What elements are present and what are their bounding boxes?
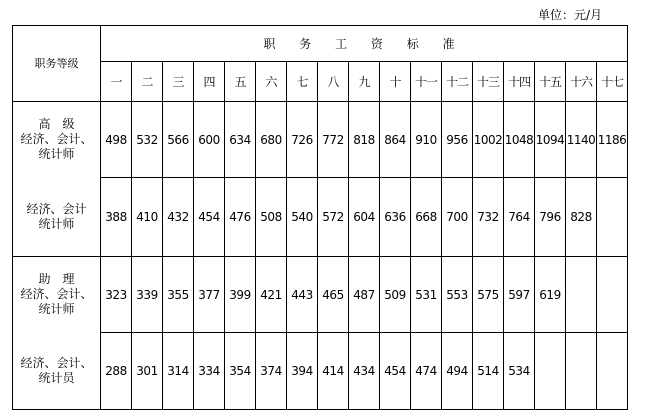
salary-cell: 910 [411,102,442,178]
salary-cell: 377 [194,257,225,333]
salary-cell: 314 [163,333,194,410]
salary-cell [597,257,628,333]
salary-cell: 388 [101,178,132,257]
salary-standard-table [12,25,628,410]
salary-cell: 509 [380,257,411,333]
salary-cell: 597 [504,257,535,333]
salary-cell: 354 [225,333,256,410]
salary-cell: 818 [349,102,380,178]
grade-label-line: 助 理 [38,272,75,287]
step-header-cell: 十二 [442,62,473,102]
step-header-cell: 一 [101,62,132,102]
salary-cell: 531 [411,257,442,333]
salary-cell: 566 [163,102,194,178]
salary-cell: 508 [256,178,287,257]
grade-column-header: 职务等级 [13,26,101,102]
salary-standard-header: 职 务 工 资 标 准 [101,26,628,62]
salary-cell: 421 [256,257,287,333]
salary-cell: 434 [349,333,380,410]
salary-cell: 339 [132,257,163,333]
salary-cell: 410 [132,178,163,257]
grade-label-line: 高 级 [38,117,75,132]
step-header-cell: 七 [287,62,318,102]
table-row [13,257,628,333]
salary-cell: 634 [225,102,256,178]
salary-cell [597,178,628,257]
salary-cell [535,333,566,410]
grade-label-line: 经济、会计 [26,201,87,216]
step-header-row [13,62,628,102]
salary-cell: 487 [349,257,380,333]
salary-cell: 1094 [535,102,566,178]
salary-cell: 796 [535,178,566,257]
salary-cell: 636 [380,178,411,257]
table-row [13,178,628,257]
table-row [13,333,628,410]
salary-cell: 1002 [473,102,504,178]
salary-cell: 443 [287,257,318,333]
salary-cell: 288 [101,333,132,410]
salary-cell: 700 [442,178,473,257]
grade-label [13,102,101,178]
salary-cell: 355 [163,257,194,333]
step-header-cell: 五 [225,62,256,102]
salary-cell: 604 [349,178,380,257]
salary-cell: 764 [504,178,535,257]
step-header-cell: 十三 [473,62,504,102]
step-header-cell: 八 [318,62,349,102]
salary-cell: 572 [318,178,349,257]
grade-label [13,178,101,257]
salary-cell: 540 [287,178,318,257]
salary-cell: 374 [256,333,287,410]
step-header-cell: 二 [132,62,163,102]
step-header-cell: 四 [194,62,225,102]
grade-label [13,257,101,333]
salary-cell: 732 [473,178,504,257]
step-header-cell: 十一 [411,62,442,102]
salary-cell: 726 [287,102,318,178]
salary-cell: 534 [504,333,535,410]
unit-label: 单位：元/月 [537,8,602,22]
salary-cell: 864 [380,102,411,178]
salary-cell: 494 [442,333,473,410]
salary-cell: 394 [287,333,318,410]
grade-label-line: 经济、会计、 [20,355,93,370]
table-row [13,102,628,178]
salary-cell: 956 [442,102,473,178]
salary-cell: 668 [411,178,442,257]
salary-cell: 454 [194,178,225,257]
salary-cell: 498 [101,102,132,178]
salary-cell: 399 [225,257,256,333]
salary-cell: 1140 [566,102,597,178]
salary-cell: 619 [535,257,566,333]
salary-cell: 772 [318,102,349,178]
grade-label-line: 统计员 [38,370,75,385]
step-header-cell: 十七 [597,62,628,102]
salary-cell: 334 [194,333,225,410]
salary-cell [566,333,597,410]
salary-cell: 828 [566,178,597,257]
step-header-cell: 十五 [535,62,566,102]
salary-cell: 600 [194,102,225,178]
step-header-cell: 三 [163,62,194,102]
salary-cell: 553 [442,257,473,333]
grade-label [13,333,101,410]
grade-label-line: 统计师 [38,302,75,317]
salary-cell: 465 [318,257,349,333]
grade-label-line: 经济、会计、 [20,287,93,302]
salary-cell: 514 [473,333,504,410]
step-header-cell: 十四 [504,62,535,102]
step-header-cell: 十 [380,62,411,102]
step-header-cell: 十六 [566,62,597,102]
grade-label-line: 统计师 [38,216,75,231]
salary-cell: 301 [132,333,163,410]
salary-cell: 474 [411,333,442,410]
grade-label-line: 统计师 [38,147,75,162]
step-header-cell: 九 [349,62,380,102]
salary-cell: 414 [318,333,349,410]
salary-cell: 575 [473,257,504,333]
salary-cell: 323 [101,257,132,333]
salary-cell [566,257,597,333]
salary-cell: 532 [132,102,163,178]
grade-label-line: 经济、会计、 [20,132,93,147]
salary-cell: 476 [225,178,256,257]
step-header-cell: 六 [256,62,287,102]
salary-cell: 432 [163,178,194,257]
salary-cell: 1048 [504,102,535,178]
salary-cell: 680 [256,102,287,178]
salary-cell: 1186 [597,102,628,178]
salary-cell [597,333,628,410]
salary-cell: 454 [380,333,411,410]
